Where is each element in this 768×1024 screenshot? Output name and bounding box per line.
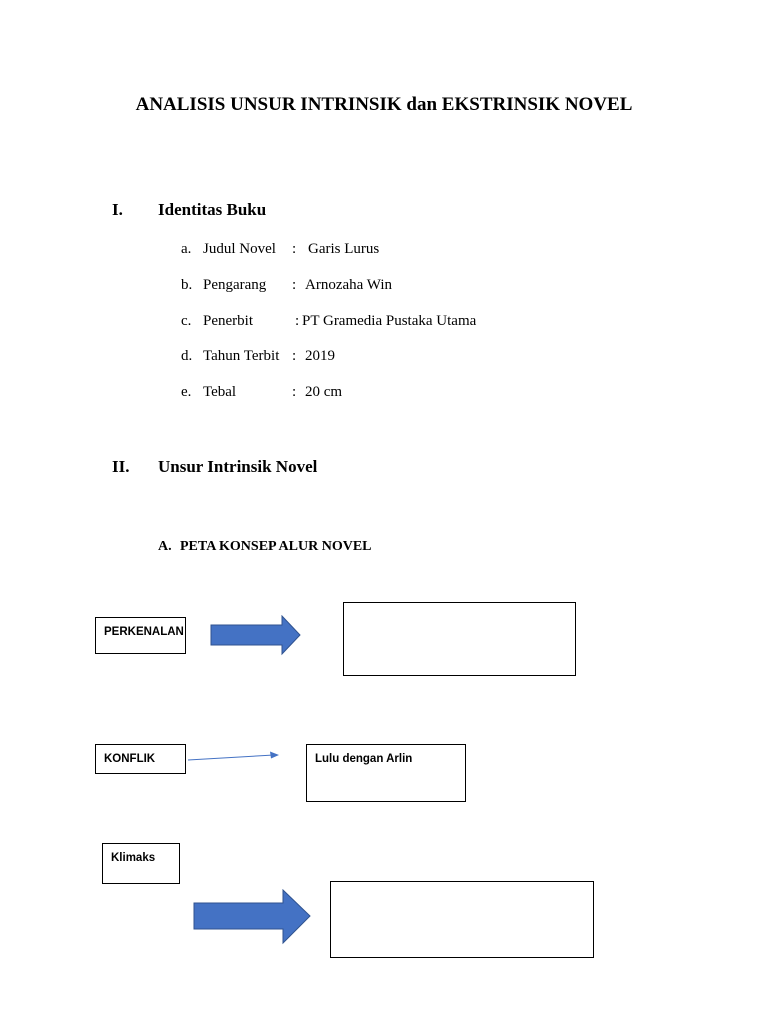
right-arrow-icon	[193, 889, 313, 945]
konflik-box	[95, 744, 186, 774]
perkenalan-result-box	[343, 602, 576, 676]
item-separator: :	[292, 241, 297, 257]
konflik-result-box	[306, 744, 466, 802]
thin-arrow-icon	[186, 749, 282, 765]
document-title: ANALISIS UNSUR INTRINSIK dan EKSTRINSIK NOVEL	[135, 94, 633, 115]
arrow-head	[270, 752, 279, 759]
item-label: Judul Novel	[203, 241, 276, 257]
item-label: Penerbit	[203, 313, 253, 329]
klimaks-box	[102, 843, 180, 884]
subsection-title: PETA KONSEP ALUR NOVEL	[180, 539, 372, 554]
arrow-shape	[194, 890, 310, 943]
item-value: Garis Lurus	[308, 241, 380, 257]
konflik-label: KONFLIK	[104, 753, 156, 765]
item-separator: :	[292, 384, 297, 400]
perkenalan-box	[95, 617, 186, 654]
right-arrow-icon	[210, 615, 302, 657]
item-value: Arnozaha Win	[305, 277, 393, 293]
item-value: 20 cm	[305, 384, 343, 400]
item-value: PT Gramedia Pustaka Utama	[302, 313, 477, 329]
section-1-title: Identitas Buku	[158, 200, 267, 219]
item-label: Pengarang	[203, 277, 267, 293]
arrow-shape	[211, 616, 300, 654]
klimaks-result-box	[330, 881, 594, 958]
arrow-line	[188, 755, 274, 760]
item-value: 2019	[305, 348, 335, 364]
item-letter: e.	[181, 384, 192, 400]
item-letter: c.	[181, 313, 192, 329]
item-separator: :	[295, 313, 300, 329]
section-2-title: Unsur Intrinsik Novel	[158, 457, 318, 476]
item-letter: b.	[181, 277, 193, 293]
item-letter: a.	[181, 241, 192, 257]
section-1-number: I.	[112, 200, 123, 219]
konflik-result-label: Lulu dengan Arlin	[315, 753, 413, 765]
item-separator: :	[292, 277, 297, 293]
item-label: Tebal	[203, 384, 237, 400]
klimaks-label: Klimaks	[111, 852, 156, 864]
subsection-letter: A.	[158, 539, 172, 554]
perkenalan-label: PERKENALAN	[104, 626, 184, 638]
section-2-number: II.	[112, 457, 130, 476]
item-letter: d.	[181, 348, 193, 364]
item-separator: :	[292, 348, 297, 364]
item-label: Tahun Terbit	[203, 348, 280, 364]
